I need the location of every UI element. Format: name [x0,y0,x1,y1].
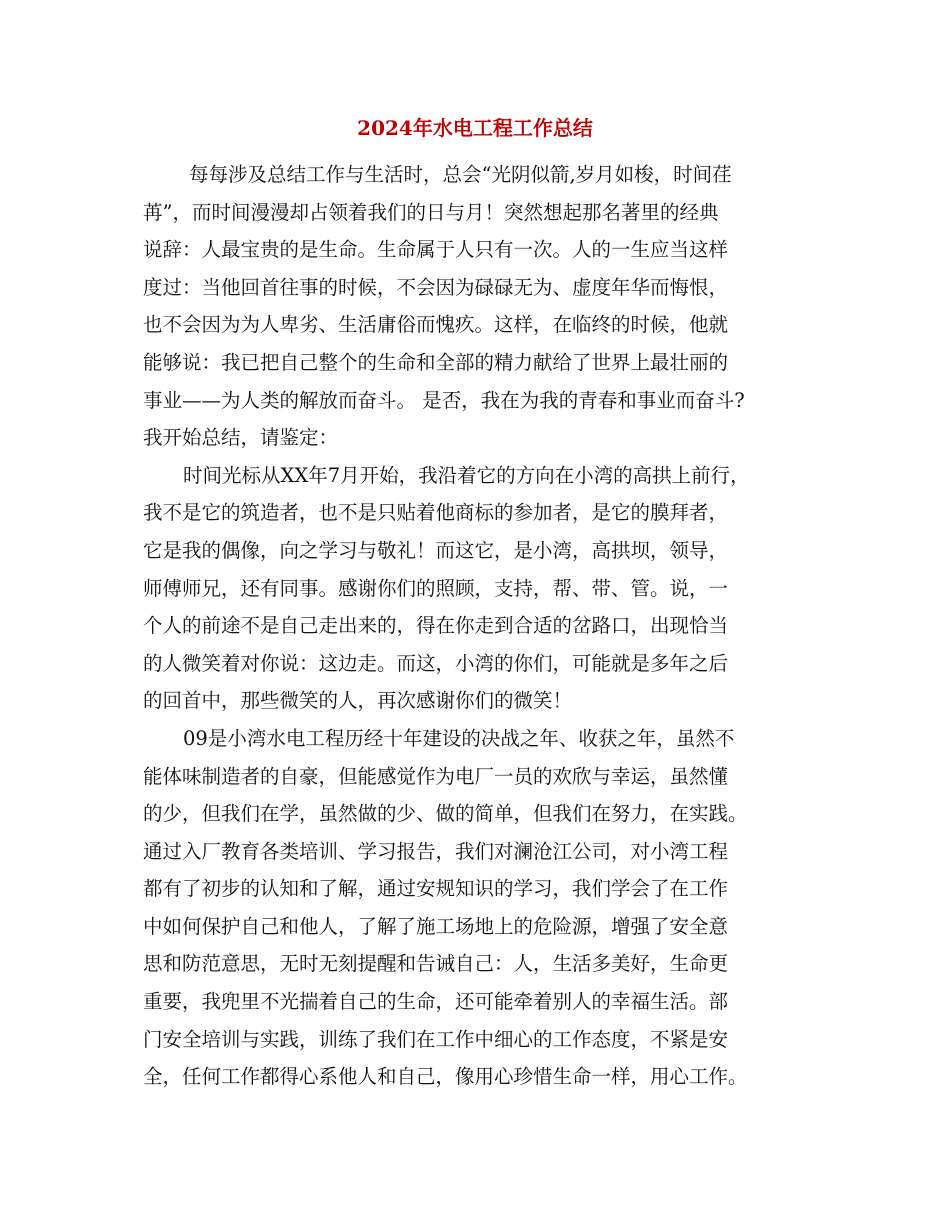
text-line: 的人微笑着对你说：这边走。而这，小湾的你们，可能就是多年之后 [143,651,729,675]
text-line: 说辞：人最宝贵的是生命。生命属于人只有一次。人的一生应当这样 [143,238,729,262]
document-body [143,156,815,1096]
text-line: 门安全培训与实践，训练了我们在工作中细心的工作态度，不紧是安 [143,1027,729,1051]
text-line: 09是小湾水电工程历经十年建设的决战之年、收获之年，虽然不 [183,726,735,750]
text-line: 时间光标从XX年7月开始，我沿着它的方向在小湾的高拱上前行， [183,463,750,487]
paragraph-3 [143,720,815,1096]
text-line: 能体味制造者的自豪，但能感觉作为电厂一员的欢欣与幸运，虽然懂 [143,764,729,788]
text-line: 也不会因为为人卑劣、生活庸俗而愧疚。这样，在临终的时候，他就 [143,313,729,337]
paragraph-2 [143,457,815,720]
text-line: 能够说：我已把自己整个的生命和全部的精力献给了世界上最壮丽的 [143,350,729,374]
text-line: 的回首中，那些微笑的人，再次感谢你们的微笑！ [143,689,573,713]
text-line: 都有了初步的认知和了解，通过安规知识的学习，我们学会了在工作 [143,877,729,901]
text-line: 通过入厂教育各类培训、学习报告，我们对澜沧江公司，对小湾工程 [143,839,729,863]
text-line: 我不是它的筑造者，也不是只贴着他商标的参加者，是它的膜拜者， [143,501,729,525]
text-line: 师傅师兄，还有同事。感谢你们的照顾，支持，帮、带、管。说，一 [143,576,729,600]
text-line: 个人的前途不是自己走出来的，得在你走到合适的岔路口，出现恰当 [143,614,729,638]
text-line: 的少，但我们在学，虽然做的少、做的简单，但我们在努力，在实践。 [143,802,748,826]
paragraph-1 [143,156,815,457]
text-line: 每每涉及总结工作与生活时，总会“光阴似箭,岁月如梭，时间荏 [189,163,732,186]
text-line: 重要，我兜里不光揣着自己的生命，还可能牵着别人的幸福生活。部 [143,990,729,1014]
text-line: 全，任何工作都得心系他人和自己，像用心珍惜生命一样，用心工作。 [143,1065,748,1089]
text-line: 思和防范意思，无时无刻提醒和告诫自己：人，生活多美好，生命更 [143,952,729,976]
text-line: 苒”，而时间漫漫却占领着我们的日与月！突然想起那名著里的经典 [143,200,719,224]
text-line: 事业——为人类的解放而奋斗。 是否，我在为我的青春和事业而奋斗? [143,388,745,412]
text-line: 度过：当他回首往事的时候，不会因为碌碌无为、虚度年华而悔恨， [143,275,729,299]
text-line: 我开始总结，请鉴定： [143,426,339,450]
text-line: 它是我的偶像，向之学习与敬礼！而这它，是小湾，高拱坝，领导， [143,538,729,562]
text-line: 中如何保护自己和他人，了解了施工场地上的危险源，增强了安全意 [143,914,729,938]
document-title: 2024年水电工程工作总结 [357,116,593,140]
